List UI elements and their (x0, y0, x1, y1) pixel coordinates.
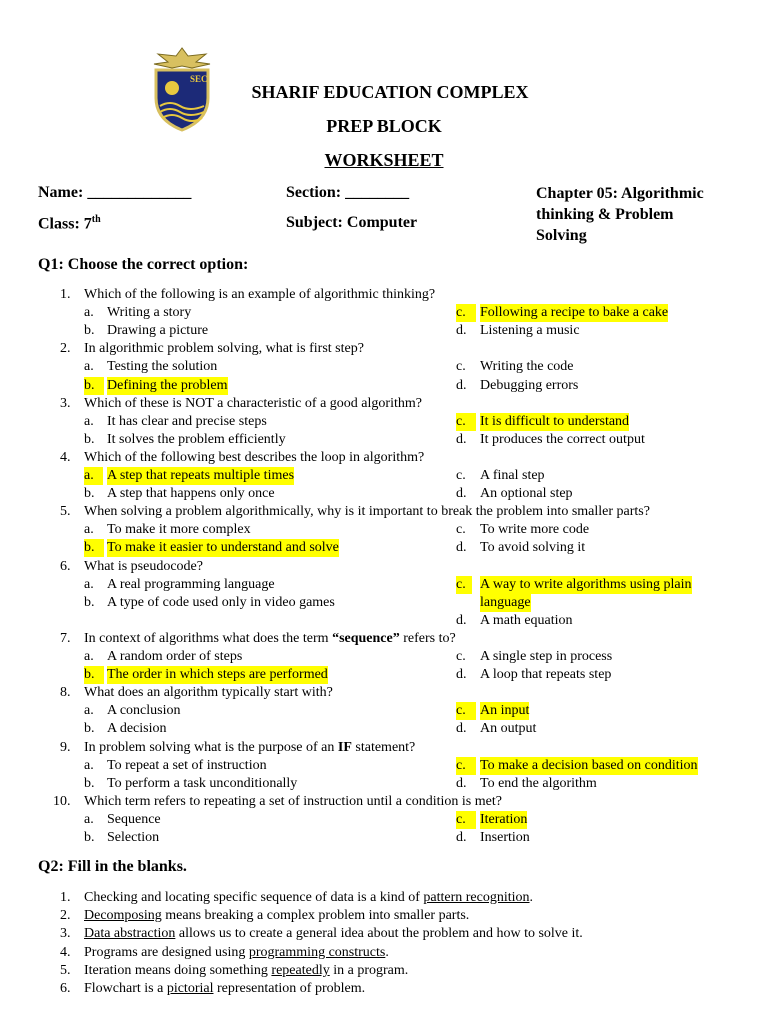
option-c: Writing the code (480, 359, 574, 375)
option-letter: d. (456, 377, 467, 393)
question-text: In algorithmic problem solving, what is first step? (84, 341, 364, 357)
option-a: A conclusion (107, 703, 181, 719)
subject-field: Subject: Computer (286, 214, 418, 231)
option-letter: c. (456, 757, 476, 775)
option-a: A random order of steps (107, 649, 243, 664)
option-letter: b. (84, 539, 104, 557)
blank-answer: programming constructs (248, 944, 386, 960)
option-letter: d. (456, 540, 467, 556)
question-number: 8. (60, 685, 71, 701)
option-d: A loop that repeats step (480, 667, 612, 683)
option-c: A single step in process (480, 649, 613, 664)
option-letter: b. (84, 775, 95, 791)
option-letter: a. (84, 359, 94, 375)
fill-blank-sentence (84, 944, 389, 962)
option-a: It has clear and precise steps (107, 413, 267, 429)
option-letter: a. (84, 467, 103, 485)
worksheet-title: WORKSHEET (324, 150, 444, 170)
option-letter: b. (84, 486, 95, 502)
option-a: A step that repeats multiple times (107, 468, 295, 483)
class-field (38, 214, 101, 233)
option-letter: d. (456, 323, 467, 339)
option-b: Drawing a picture (107, 323, 209, 339)
option-d: An optional step (480, 486, 573, 502)
school-name: SHARIF EDUCATION COMPLEX (251, 82, 529, 102)
blank-answer: Decomposing (84, 908, 162, 924)
sentence-part: representation of problem. (213, 981, 366, 996)
option-b: A decision (107, 721, 167, 737)
question-number: 9. (60, 739, 71, 755)
option-d: Debugging errors (480, 377, 579, 393)
option-c: Iteration (480, 811, 528, 827)
question-number: 10. (53, 793, 71, 809)
blank-number: 4. (60, 944, 71, 960)
option-c: Following a recipe to bake a cake (480, 305, 669, 321)
q1-heading: Q1: Choose the correct option: (38, 256, 249, 273)
option-letter: a. (84, 757, 94, 773)
question-text (84, 630, 456, 648)
question-number: 1. (60, 287, 71, 302)
name-field: Name: _____________ (38, 184, 192, 201)
option-letter: c. (456, 304, 476, 322)
option-a: To make it more complex (107, 522, 251, 538)
question-number: 2. (60, 341, 71, 357)
question-text: Which term refers to repeating a set of instruction until a condition is met? (84, 793, 502, 809)
question-text: What is pseudocode? (84, 558, 203, 574)
option-letter: d. (456, 612, 467, 628)
option-c: A way to write algorithms using plain (480, 576, 692, 592)
option-c: A final step (480, 468, 545, 483)
option-b: Selection (107, 830, 160, 845)
sentence-part: Programs are designed using (84, 944, 249, 960)
blank-answer: pictorial (166, 981, 214, 996)
option-b: To make it easier to understand and solve (107, 540, 339, 556)
option-letter: a. (84, 522, 94, 538)
option-a: Sequence (107, 811, 161, 827)
question-text: Which of these is NOT a characteristic of a good algorithm? (84, 395, 422, 411)
option-letter: c. (456, 702, 476, 720)
option-a: To repeat a set of instruction (107, 757, 267, 773)
question-text: When solving a problem algorithmically, why is it important to break the problem into smaller parts? (84, 504, 650, 520)
option-b: The order in which steps are performed (107, 667, 328, 683)
sentence-part: in a program. (329, 962, 409, 978)
option-letter: b. (84, 323, 95, 339)
sentence-part: allows us to create a general idea about the problem and how to solve it. (175, 926, 583, 942)
block-name: PREP BLOCK (326, 116, 442, 136)
option-letter: b. (84, 594, 95, 610)
option-b: To perform a task unconditionally (107, 775, 298, 791)
blank-number: 6. (60, 981, 71, 996)
chapter-title (536, 183, 736, 246)
chapter-line: Solving (536, 227, 587, 244)
blank-number: 3. (60, 926, 71, 942)
option-letter: d. (456, 830, 467, 845)
fill-blank-sentence (84, 962, 408, 980)
option-letter: a. (84, 305, 94, 321)
fill-blank-sentence (84, 925, 583, 943)
option-letter: b. (84, 830, 95, 845)
option-letter: d. (456, 431, 467, 447)
sentence-part: Flowchart is a (84, 981, 167, 996)
option-letter: a. (84, 703, 94, 719)
question-keyword: “sequence” (332, 630, 400, 646)
option-letter: c. (456, 811, 476, 829)
question-text: Which of the following is an example of algorithmic thinking? (84, 287, 436, 302)
logo-text: SEC (190, 74, 208, 84)
option-d: It produces the correct output (480, 431, 645, 447)
question-number: 7. (60, 630, 71, 646)
blank-answer: repeatedly (271, 962, 330, 978)
chapter-line: Chapter 05: Algorithmic (536, 185, 704, 202)
option-letter: d. (456, 775, 467, 791)
class-label: Class: 7 (38, 215, 92, 233)
question-text: What does an algorithm typically start with? (84, 685, 333, 701)
option-c-cont: language (480, 594, 531, 610)
option-letter: a. (84, 811, 94, 827)
question-number: 3. (60, 395, 71, 411)
option-d: To end the algorithm (480, 775, 597, 791)
option-letter: c. (456, 468, 466, 483)
option-a: A real programming language (107, 576, 275, 592)
option-letter: c. (456, 522, 466, 538)
option-b: A type of code used only in video games (107, 594, 335, 610)
option-d: A math equation (480, 612, 573, 628)
question-keyword: IF (337, 739, 352, 755)
option-c: An input (480, 703, 530, 719)
option-letter: a. (84, 649, 94, 664)
blank-number: 1. (60, 890, 71, 905)
question-text-part: refers to? (399, 630, 456, 646)
blank-answer: Data abstraction (84, 926, 176, 942)
sentence-part: Checking and locating specific sequence of data is a kind of (84, 890, 424, 905)
option-letter: c. (456, 359, 466, 375)
question-number: 6. (60, 558, 71, 574)
sentence-part: Iteration means doing something (84, 962, 272, 978)
option-letter: d. (456, 486, 467, 502)
section-field: Section: ________ (286, 184, 410, 201)
option-d: Insertion (480, 830, 530, 845)
option-letter: b. (84, 431, 95, 447)
fill-blank-sentence (84, 907, 469, 925)
option-b: A step that happens only once (107, 486, 275, 502)
question-number: 4. (60, 449, 71, 465)
option-letter: b. (84, 377, 104, 395)
option-c: To write more code (480, 522, 590, 538)
option-letter: c. (456, 649, 466, 664)
option-letter: a. (84, 576, 94, 592)
question-text-part: In context of algorithms what does the term (84, 630, 333, 646)
chapter-line: thinking & Problem (536, 206, 674, 223)
option-d: An output (480, 721, 537, 737)
blank-answer: pattern recognition (423, 890, 530, 905)
option-b: It solves the problem efficiently (107, 431, 286, 447)
q2-heading: Q2: Fill in the blanks. (38, 858, 187, 875)
fill-blank-sentence (84, 889, 533, 907)
option-a: Writing a story (107, 305, 192, 321)
blank-number: 2. (60, 908, 71, 924)
sentence-part: . (385, 944, 389, 960)
option-d: Listening a music (480, 323, 580, 339)
option-letter: d. (456, 667, 467, 683)
option-b: Defining the problem (107, 377, 228, 393)
option-letter: b. (84, 666, 104, 684)
question-text: Which of the following best describes the loop in algorithm? (84, 449, 425, 465)
question-text (84, 739, 415, 757)
class-sup: th (91, 214, 101, 225)
option-letter: a. (84, 413, 94, 429)
question-text-part: statement? (351, 739, 416, 755)
sentence-part: means breaking a complex problem into smaller parts. (161, 908, 470, 924)
option-c: To make a decision based on condition (480, 757, 698, 773)
option-letter: c. (456, 413, 476, 431)
option-d: To avoid solving it (480, 540, 586, 556)
option-letter: c. (456, 576, 472, 594)
fill-blank-sentence (84, 980, 365, 998)
sentence-part: . (529, 890, 534, 905)
option-letter: d. (456, 721, 467, 737)
option-letter: b. (84, 721, 95, 737)
question-number: 5. (60, 504, 71, 520)
blank-number: 5. (60, 962, 71, 978)
option-a: Testing the solution (107, 359, 218, 375)
option-c: It is difficult to understand (480, 413, 630, 429)
question-text-part: In problem solving what is the purpose of an (84, 739, 338, 755)
